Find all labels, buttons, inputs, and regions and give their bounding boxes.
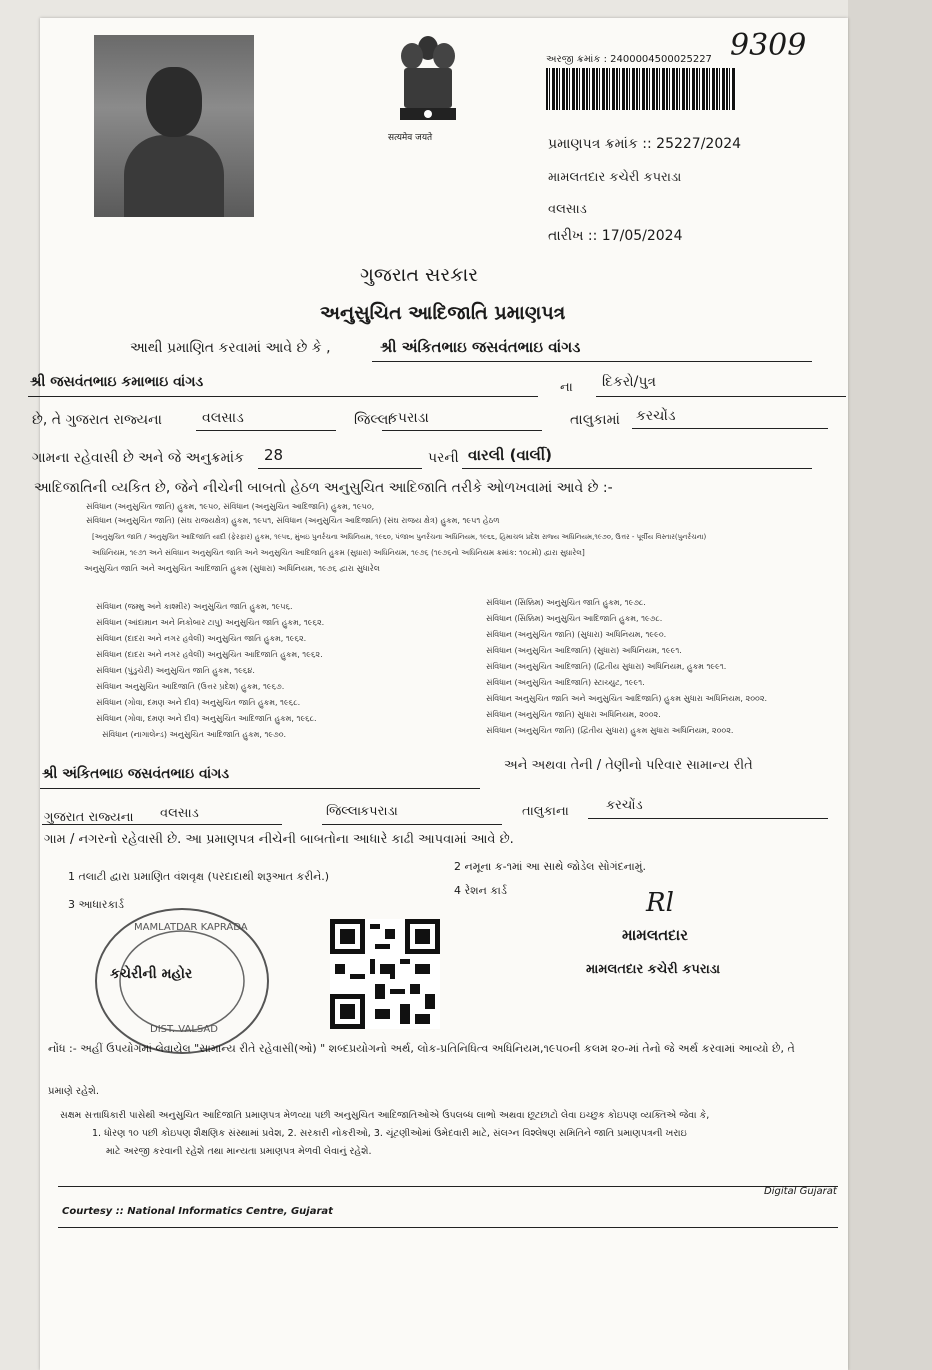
legal-ref-left: સંવિધાન (દાદરા અને નગર હવેલી) અનુસુચિત આદિજાતિ હુકમ, ૧૯૬૨. (96, 650, 323, 659)
serial-number: 28 (264, 446, 284, 464)
legal-ref-right: સંવિધાન (અનુસુચિત જાતિ) (સુધારા) અધિનિયમ, ૧૯૯૦. (486, 630, 667, 639)
seal-bottom-text: DIST. VALSAD (150, 1024, 218, 1035)
basis-line: ગામ / નગરનો રહેવાસી છે. આ પ્રમાણપત્ર નીચેની બાબતોના આધારે કાઢી આપવામાં આવે છે. (44, 832, 514, 847)
handwritten-number: 9309 (730, 28, 807, 63)
signatory-office: મામલતદાર કચેરી કપરાડા (586, 962, 721, 977)
signature: Rl (646, 888, 674, 918)
legal-ref-right: સંવિધાન (સિક્કિમ) અનુસુચિત જાતિ હુકમ, ૧૯૭૮. (486, 598, 646, 607)
taluka-district-value: કપરાડા (388, 410, 429, 426)
underline-residence-taluka-district (322, 824, 502, 825)
document-item: 3 આધારકાર્ડ (68, 898, 124, 911)
underline-district (196, 430, 336, 431)
document-item: 2 નમૂના ક-૧માં આ સાથે જોડેલ સોગંદનામું. (454, 860, 646, 873)
underline-taluka-district (382, 430, 542, 431)
document-item: 1 તલાટી દ્વારા પ્રમાણિત વંશવૃક્ષ (પરદાદાથી શરૂઆત કરીને.) (68, 870, 330, 883)
legal-ref-top: સંવિધાન (અનુસુચિત જાતિ) હુકમ, ૧૯૫૦, સંવિધાન (અનુસુચિત આદિજાતિ) હુકમ, ૧૯૫૦, (86, 502, 375, 511)
caste-value: વારલી (વાર્લી) (468, 446, 552, 464)
footer-brand: Digital Gujarat (764, 1186, 837, 1197)
applicant-name: શ્રી અંકિતભાઇ જસવંતભાઇ વાંગડ (380, 338, 581, 356)
legal-ref-left: સંવિધાન (દાદરા અને નગર હવેલી) અનુસુચિત જાતિ હુકમ, ૧૯૬૨. (96, 634, 307, 643)
legal-ref-left: સંવિધાન (નાગાલેન્ડ) અનુસુચિત આદિજાતિ હુકમ, ૧૯૭૦. (102, 730, 287, 739)
barcode (546, 68, 736, 110)
qr-code (330, 918, 440, 1030)
applicant-photo (94, 35, 254, 217)
underline-residence-district (42, 824, 282, 825)
issuing-office: મામલતદાર કચેરી કપરાડા (548, 170, 682, 185)
residence-taluka-label: તાલુકાના (522, 804, 569, 819)
of-label: ના (560, 380, 573, 395)
legal-ref-right: સંવિધાન અનુસુચિત જાતિ અને અનુસુચિત આદિજાતિ) હુકમ સુધારા અધિનિયમ, ૨૦૦૨. (486, 694, 768, 703)
legal-ref-left: સંવિધાન અનુસુચિત આદિજાતિ (ઉત્તર પ્રદેશ) હુકમ, ૧૯૬૭. (96, 682, 285, 691)
district-label: જિલ્લા (354, 412, 392, 428)
legal-ref-left: સંવિધાન (પુંડુચેરી) અનુસુચિત જાતિ હુકમ, ૧૯૬૪. (96, 666, 255, 675)
note-paragraph: 1. ધોરણ ૧૦ પછી કોઇપણ શૈક્ષણિક સંસ્થામાં પ્રવેશ, 2. સરકારી નોકરીઓ, 3. ચૂંટણીઓમાં ઉમેદવારી માટે, સંલગ્ન વિશ્લેષણ સમિતિને જાતિ પ્રમાણપત્રની ખરાઇ (92, 1128, 687, 1139)
certificate-title: અનુસુચિત આદિજાતિ પ્રમાણપત્ર (320, 302, 566, 324)
legal-ref-top: [અનુસુચિત જાતિ / અનુસુચિત આદિજાતિ યાદી (ફેરફાર) હુકમ, ૧૯૫૬, મુંબઇ પુનર્રચના અધિનિયમ, ૧૯૬૦, પંજાબ પુનર્રચના અધિનિયમ, ૧૯૬૬, હિમાચલ પ્રદેશ રાજ્ય અધિનિયમ,૧૯૭૦, ઉત્તર - પૂર્વીય વિસ્તાર(પુનર્રચના) (92, 533, 707, 541)
legal-ref-right: સંવિધાન (અનુસુચિત આદિજાતિ) (સુધારા) અધિનિયમ, ૧૯૯૧. (486, 646, 682, 655)
legal-ref-left: સંવિધાન (ગોવા, દમણ અને દીવ) અનુસુચિત જાતિ હુકમ, ૧૯૬૮. (96, 698, 301, 707)
application-number: અરજી ક્રમાંક : 2400004500025227 (546, 54, 712, 65)
residence-district-value: વલસાડ (160, 806, 199, 821)
document-item: 4 રેશન કાર્ડ (454, 884, 507, 897)
resident-label: ગામના રહેવાસી છે અને જે અનુક્રમાંક (32, 450, 244, 466)
residence-taluka-district-value: કપરાડા (360, 804, 398, 819)
residence-taluka-value: કરચોંડ (606, 798, 643, 813)
residence-district-label: જિલ્લા (326, 804, 362, 819)
legal-ref-top: અનુસુચિત જાતિ અને અનુસુચિત આદિજાતિ હુકમ (સુધારા) અધિનિયમ, ૧૯૭૬ દ્વારા સુધારેલ (84, 564, 380, 573)
note-paragraph: સક્ષમ સત્તાધિકારી પાસેથી અનુસુચિત આદિજાતિ પ્રમાણપત્ર મેળવ્યા પછી અનુસુચિત આદિજાતિઓએ ઉપલબ્ધ લાભો અથવા છૂટછાટો લેવા ઇચ્છુક કોઇપણ વ્યક્તિએ જેવા કે, (60, 1110, 710, 1121)
caste-label: પરની (428, 450, 459, 466)
tribe-line: આદિજાતિની વ્યકિત છે, જેને નીચેની બાબતો હેઠળ અનુસુચિત આદિજાતિ તરીકે ઓળખવામાં આવે છે :- (34, 480, 613, 496)
underline-serial (258, 468, 422, 469)
legal-ref-right: સંવિધાન (સિક્કિમ) અનુસુચિત આદિજાતિ હુકમ, ૧૯૭૮. (486, 614, 663, 623)
father-name: શ્રી જસવંતભાઇ કમાભાઇ વાંગડ (30, 374, 204, 390)
underline-applicant (372, 361, 812, 362)
certificate-sheet (30, 18, 848, 1370)
intro-text: આથી પ્રમાણિત કરવામાં આવે છે કે , (130, 340, 331, 356)
legal-ref-right: સંવિધાન (અનુસુચિત આદિજાતિ) (દ્વિતીય સુધારા) અધિનિયમ, હુકમ ૧૯૯૧. (486, 662, 727, 671)
state-label: છે, તે ગુજરાત રાજ્યના (32, 412, 162, 428)
taluka-value: કરચોંડ (636, 408, 676, 424)
residence-state-label: ગુજરાત રાજ્યના (44, 810, 134, 825)
note-line: નોંધ :- અહીં ઉપયોગમાં લેવાયેલ "સામાન્ય રીતે રહેવાસી(ઓ) " શબ્દપ્રયોગનો અર્થ, લોક-પ્રતિનિધિત્વ અધિનિયમ,૧૯૫૦ની કલમ ૨૦-માં તેનો જે અર્થ કરવામાં આવ્યો છે, તે (48, 1042, 795, 1055)
signatory-title: મામલતદાર (622, 926, 688, 944)
underline-caste (462, 468, 812, 469)
underline-taluka (632, 428, 828, 429)
national-emblem-icon (388, 26, 468, 146)
government-title: ગુજરાત સરકાર (360, 264, 479, 286)
certificate-number: પ્રમાણપત્ર ક્રમાંક :: 25227/2024 (548, 136, 742, 152)
note-paragraph: માટે અરજી કરવાની રહેશે તથા માન્યતા પ્રમાણપત્ર મેળવી લેવાનું રહેશે. (106, 1146, 372, 1157)
legal-ref-right: સંવિધાન (અનુસુચિત જાતિ) સુધારા અધિનિયમ, ૨૦૦૨. (486, 710, 661, 719)
seal-top-text: MAMLATDAR KAPRADA (134, 922, 248, 933)
emblem-motto: सत्यमेव जयते (388, 133, 433, 143)
issuing-district: વલસાડ (548, 202, 587, 217)
legal-ref-right: સંવિધાન (અનુસુચિત જાતિ) (દ્વિતીય સુધારા) હુકમ સુધારા અધિનિયમ, ૨૦૦૨. (486, 726, 734, 735)
district-value: વલસાડ (202, 410, 244, 426)
note-line-2: પ્રમાણે રહેશે. (48, 1086, 100, 1097)
legal-ref-left: સંવિધાન (આંદામાન અને નિકોબાર ટાપુ) અનુસુચિત જાતિ હુકમ, ૧૯૬૨. (96, 618, 325, 627)
underline-resident-name (40, 788, 480, 789)
underline-relation (596, 396, 846, 397)
seal-overlay-text: કચેરીની મહોર (110, 966, 193, 982)
taluka-label: તાલુકામાં (570, 412, 620, 428)
page-edge-background (848, 0, 932, 1370)
legal-ref-top: અધિનિયમ, ૧૯૭૧ અને સંવિધાન અનુસુચિત જાતિ અને અનુસુચિત આદિજાતિ હુકમ (સુધારા) અધિનિયમ, ૧૯૭૬ (૧૯૭૬નો અધિનિયમ ક્રમાંક: ૧૦૮મો) દ્વારા સુધારેલ] (92, 548, 585, 557)
legal-ref-left: સંવિધાન (ગોવા, દમણ અને દીવ) અનુસુચિત આદિજાતિ હુકમ, ૧૯૬૮. (96, 714, 317, 723)
underline-father (28, 396, 538, 397)
legal-ref-top: સંવિધાન (અનુસુચિત જાતિ) (સંઘ રાજયક્ષેત્ર) હુકમ, ૧૯૫૧, સંવિધાન (અનુસુચિત આદિજાતિ) (સંઘ રાજય ક્ષેત્ર) હુકમ, ૧૯૫૧ હેઠળ (86, 516, 500, 525)
relation: દિકરો/પુત્ર (602, 374, 657, 390)
footer-courtesy: Courtesy :: National Informatics Centre, Gujarat (62, 1206, 333, 1217)
resident-name: શ્રી અંકિતભાઇ જસવંતભાઇ વાંગડ (42, 766, 230, 782)
legal-ref-right: સંવિધાન (અનુસુચિત આદિજાતિ) સ્ટાચ્યુટ, ૧૯૯૧. (486, 678, 645, 687)
legal-ref-left: સંવિધાન (જમ્મુ અને કાશ્મીર) અનુસુચિત જાતિ હુકમ, ૧૯૫૬. (96, 602, 293, 611)
underline-residence-taluka (588, 818, 828, 819)
issue-date: તારીખ :: 17/05/2024 (548, 228, 683, 244)
family-text: અને અથવા તેની / તેણીનો પરિવાર સામાન્ય રીતે (504, 758, 753, 773)
